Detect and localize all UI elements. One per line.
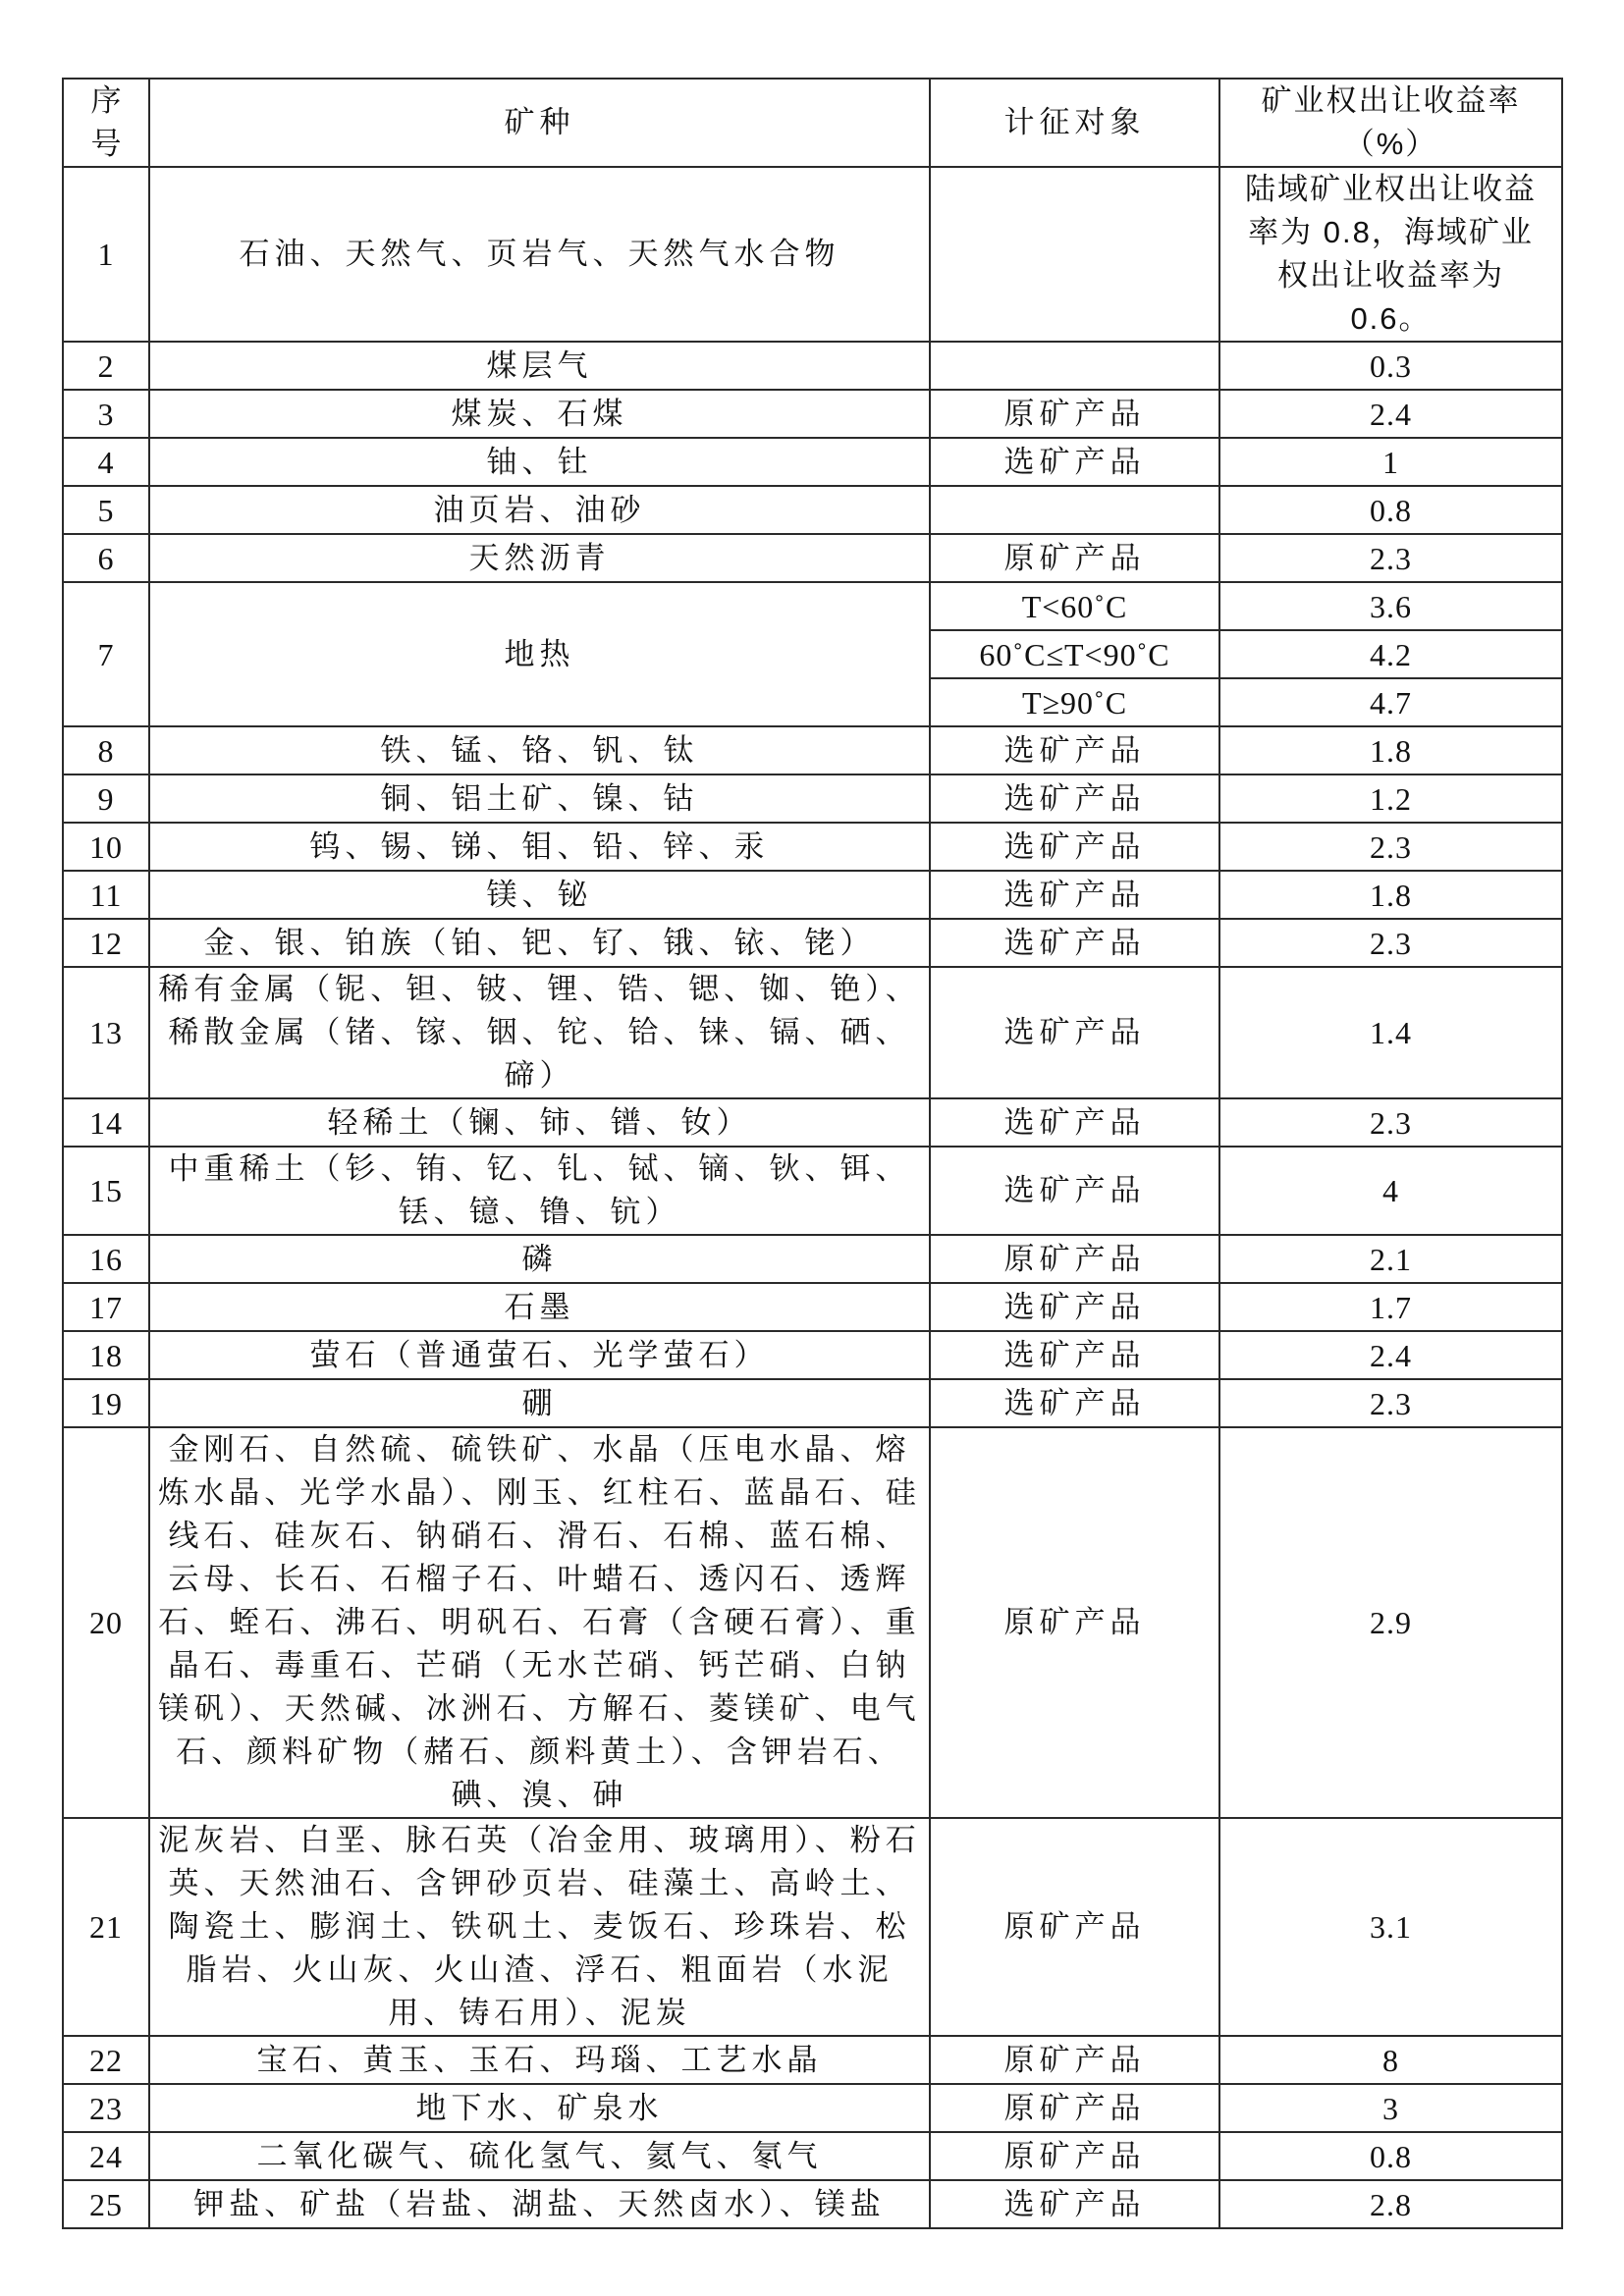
row-basis: 选矿产品 [930,774,1219,823]
row-basis [930,486,1219,534]
row-index: 20 [63,1427,149,1818]
row-index: 11 [63,871,149,919]
row-basis: 原矿产品 [930,2084,1219,2132]
row-rate: 2.3 [1219,1098,1562,1147]
row-rate: 2.8 [1219,2180,1562,2228]
row-rate: 8 [1219,2036,1562,2084]
row-index: 8 [63,726,149,774]
table-row [63,2084,1562,2132]
row-mineral: 金刚石、自然硫、硫铁矿、水晶（压电水晶、熔炼水晶、光学水晶）、刚玉、红柱石、蓝晶石、硅线石、硅灰石、钠硝石、滑石、石棉、蓝石棉、云母、长石、石榴子石、叶蜡石、透闪石、透辉石、蛭石、沸石、明矾石、石膏（含硬石膏）、重晶石、毒重石、芒硝（无水芒硝、钙芒硝、白钠镁矾）、天然碱、冰洲石、方解石、菱镁矿、电气石、颜料矿物（赭石、颜料黄土）、含钾岩石、碘、溴、砷 [149,1427,930,1818]
row-index: 15 [63,1147,149,1235]
document-page [62,78,1563,2229]
row-mineral: 石墨 [149,1283,930,1331]
row-rate: 4.7 [1219,678,1562,726]
row-mineral: 石油、天然气、页岩气、天然气水合物 [149,167,930,342]
header-basis: 计征对象 [930,79,1219,167]
row-mineral: 镁、铋 [149,871,930,919]
table-row [63,167,1562,342]
row-rate: 3.1 [1219,1818,1562,2036]
row-mineral: 磷 [149,1235,930,1283]
row-mineral: 宝石、黄玉、玉石、玛瑙、工艺水晶 [149,2036,930,2084]
table-row [63,774,1562,823]
row-mineral: 泥灰岩、白垩、脉石英（冶金用、玻璃用）、粉石英、天然油石、含钾砂页岩、硅藻土、高岭土、陶瓷土、膨润土、铁矾土、麦饭石、珍珠岩、松脂岩、火山灰、火山渣、浮石、粗面岩（水泥用、铸石用）、泥炭 [149,1818,930,2036]
header-rate: 矿业权出让收益率（%） [1219,79,1562,167]
row-basis-temperature: 60˚C≤T<90˚C [930,630,1219,678]
table-header-row [63,79,1562,167]
header-mineral: 矿种 [149,79,930,167]
table-row [63,1283,1562,1331]
row-mineral: 天然沥青 [149,534,930,582]
row-mineral: 油页岩、油砂 [149,486,930,534]
row-mineral: 煤炭、石煤 [149,390,930,438]
row-mineral: 硼 [149,1379,930,1427]
row-index: 10 [63,823,149,871]
row-basis: 选矿产品 [930,2180,1219,2228]
table-row [63,1818,1562,2036]
row-basis: 原矿产品 [930,534,1219,582]
row-mineral: 二氧化碳气、硫化氢气、氦气、氡气 [149,2132,930,2180]
row-basis: 选矿产品 [930,726,1219,774]
row-index: 22 [63,2036,149,2084]
row-rate: 1.8 [1219,726,1562,774]
table-row [63,1331,1562,1379]
table-row [63,919,1562,967]
row-index: 17 [63,1283,149,1331]
table-row [63,823,1562,871]
row-mineral: 煤层气 [149,342,930,390]
row-index: 1 [63,167,149,342]
mining-rights-rate-table [62,78,1563,2229]
header-index: 序号 [63,79,149,167]
row-rate: 0.8 [1219,2132,1562,2180]
table-row [63,1379,1562,1427]
row-rate: 1.2 [1219,774,1562,823]
row-rate: 2.3 [1219,919,1562,967]
row-basis: 选矿产品 [930,1331,1219,1379]
row-basis [930,342,1219,390]
row-mineral: 铀、钍 [149,438,930,486]
row-basis-temperature: T<60˚C [930,582,1219,630]
row-basis: 原矿产品 [930,390,1219,438]
table-row [63,486,1562,534]
table-row [63,1147,1562,1235]
row-index: 7 [63,582,149,726]
row-rate: 2.4 [1219,390,1562,438]
row-basis: 选矿产品 [930,1283,1219,1331]
row-basis: 选矿产品 [930,1379,1219,1427]
row-basis: 选矿产品 [930,438,1219,486]
row-basis: 选矿产品 [930,1098,1219,1147]
row-index: 2 [63,342,149,390]
row-rate: 陆域矿业权出让收益率为 0.8，海域矿业权出让收益率为 0.6。 [1219,167,1562,342]
row-index: 24 [63,2132,149,2180]
row-index: 19 [63,1379,149,1427]
row-basis: 选矿产品 [930,919,1219,967]
table-row [63,1235,1562,1283]
row-mineral: 地下水、矿泉水 [149,2084,930,2132]
row-basis [930,167,1219,342]
row-basis: 原矿产品 [930,1235,1219,1283]
row-index: 16 [63,1235,149,1283]
row-index: 12 [63,919,149,967]
row-rate: 2.4 [1219,1331,1562,1379]
row-basis: 原矿产品 [930,1818,1219,2036]
row-basis: 选矿产品 [930,823,1219,871]
table-row [63,2036,1562,2084]
row-index: 9 [63,774,149,823]
table-row [63,390,1562,438]
row-basis: 原矿产品 [930,1427,1219,1818]
row-mineral: 轻稀土（镧、铈、镨、钕） [149,1098,930,1147]
row-mineral: 金、银、铂族（铂、钯、钌、锇、铱、铑） [149,919,930,967]
table-row [63,967,1562,1098]
table-row [63,1427,1562,1818]
row-basis: 选矿产品 [930,1147,1219,1235]
row-mineral: 稀有金属（铌、钽、铍、锂、锆、锶、铷、铯）、稀散金属（锗、镓、铟、铊、铪、铼、镉、硒、碲） [149,967,930,1098]
row-mineral: 铁、锰、铬、钒、钛 [149,726,930,774]
row-rate: 2.3 [1219,823,1562,871]
row-mineral: 萤石（普通萤石、光学萤石） [149,1331,930,1379]
row-rate: 1.4 [1219,967,1562,1098]
row-rate: 4.2 [1219,630,1562,678]
table-row [63,438,1562,486]
row-index: 23 [63,2084,149,2132]
row-basis: 原矿产品 [930,2132,1219,2180]
row-mineral: 铜、铝土矿、镍、钴 [149,774,930,823]
row-mineral: 钾盐、矿盐（岩盐、湖盐、天然卤水）、镁盐 [149,2180,930,2228]
row-rate: 0.8 [1219,486,1562,534]
row-rate: 2.3 [1219,534,1562,582]
table-row [63,2132,1562,2180]
row-rate: 3.6 [1219,582,1562,630]
row-index: 5 [63,486,149,534]
row-mineral: 钨、锡、锑、钼、铅、锌、汞 [149,823,930,871]
row-index: 3 [63,390,149,438]
row-rate: 2.1 [1219,1235,1562,1283]
row-index: 4 [63,438,149,486]
row-mineral: 地热 [149,582,930,726]
row-index: 25 [63,2180,149,2228]
row-mineral: 中重稀土（钐、铕、钇、钆、铽、镝、钬、铒、铥、镱、镥、钪） [149,1147,930,1235]
row-index: 13 [63,967,149,1098]
row-index: 14 [63,1098,149,1147]
row-rate: 1 [1219,438,1562,486]
table-row [63,534,1562,582]
row-rate: 1.7 [1219,1283,1562,1331]
table-row [63,582,1562,630]
row-basis-temperature: T≥90˚C [930,678,1219,726]
row-index: 6 [63,534,149,582]
row-basis: 原矿产品 [930,2036,1219,2084]
row-basis: 选矿产品 [930,871,1219,919]
table-row [63,1098,1562,1147]
row-index: 21 [63,1818,149,2036]
table-row [63,726,1562,774]
table-row [63,871,1562,919]
row-rate: 1.8 [1219,871,1562,919]
row-index: 18 [63,1331,149,1379]
row-rate: 2.3 [1219,1379,1562,1427]
table-row [63,2180,1562,2228]
row-basis: 选矿产品 [930,967,1219,1098]
row-rate: 0.3 [1219,342,1562,390]
table-row [63,342,1562,390]
row-rate: 3 [1219,2084,1562,2132]
row-rate: 2.9 [1219,1427,1562,1818]
row-rate: 4 [1219,1147,1562,1235]
